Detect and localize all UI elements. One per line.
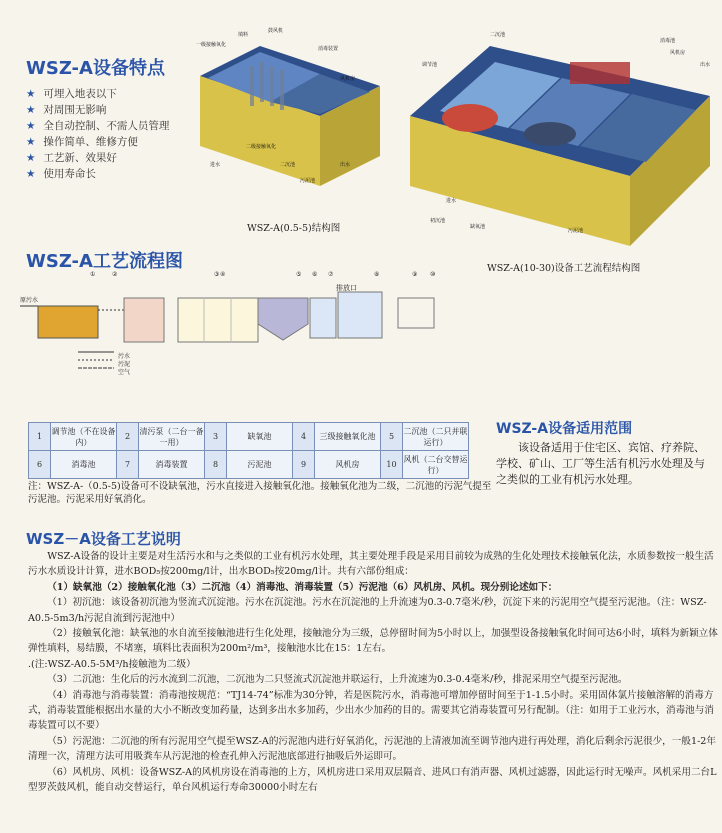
feature-item: ★ 操作简单、维修方便 bbox=[26, 136, 138, 148]
table-cell-name: 风机（二台交替运行） bbox=[403, 451, 469, 479]
diagram-label: 初沉池 bbox=[430, 218, 446, 224]
flow-step-number: ⑨ bbox=[412, 271, 418, 278]
diagram-label: 鼓风机 bbox=[268, 28, 284, 34]
table-cell-name: 清污泵（二台一备一用） bbox=[139, 423, 205, 451]
flow-step-number: ⑦ bbox=[328, 271, 334, 278]
flow-step-number: ③ bbox=[214, 271, 220, 278]
diagram-label: 二沉池 bbox=[280, 162, 296, 168]
table-cell-number: 8 bbox=[205, 451, 227, 479]
diagram-label: 消毒池 bbox=[660, 38, 676, 44]
diagram-label: 污泥池 bbox=[300, 178, 316, 184]
table-cell-number: 5 bbox=[381, 423, 403, 451]
table-cell-number: 10 bbox=[381, 451, 403, 479]
diagram-label: 调节池 bbox=[422, 62, 438, 68]
table-cell-name: 污泥池 bbox=[227, 451, 293, 479]
scope-body: 该设备适用于住宅区、宾馆、疗养院、学校、矿山、工厂等生活有机污水处理及与之类似的工业有机污水处理。 bbox=[496, 441, 705, 486]
star-icon: ★ bbox=[26, 104, 36, 116]
flow-step-number: ⑩ bbox=[430, 271, 436, 278]
legend-sludge: 污泥 bbox=[118, 361, 131, 368]
table-cell-number: 9 bbox=[293, 451, 315, 479]
features-list bbox=[26, 86, 169, 182]
table-cell-number: 7 bbox=[117, 451, 139, 479]
feature-item: ★ 全自动控制、不需人员管理 bbox=[26, 120, 170, 132]
star-icon: ★ bbox=[26, 152, 36, 164]
table-cell-name: 三级接触氧化池 bbox=[315, 423, 381, 451]
paragraph: （3）二沉池：生化后的污水流到二沉池，二沉池为二只竖流式沉淀池并联运行，上升流速为0.3-0.4毫米/秒，排泥采用空气提至污泥池。 bbox=[47, 674, 628, 686]
paragraph: （1）初沉池：该设备初沉池为竖流式沉淀池。污水在沉淀池。污水在沉淀池的上升流速为0.3-0.7毫米/秒，沉淀下来的污泥用空气提至污泥池。（注：WSZ-A0.5-5m3/h污泥自流到污泥池中） bbox=[28, 597, 707, 624]
paragraph: （2）接触氧化池：缺氧池的水自流至接触池进行生化处理，接触池分为三级，总停留时间为5小时以上，加强型设备接触氧化时间可达6小时，填料为新颖立体弹性填料，易结膜，不堵塞，填料比表面积为200m²/m³，接触池水比在15：1左右。 bbox=[28, 628, 718, 655]
flow-step-number: ⑧ bbox=[374, 271, 380, 278]
large-diagram-caption: WSZ-A(10-30)设备工艺流程结构图 bbox=[487, 263, 641, 274]
diagram-label: 污泥池 bbox=[568, 228, 584, 234]
diagram-label: 二沉池 bbox=[490, 32, 506, 38]
flow-step-number: ⑤ bbox=[296, 271, 302, 278]
large-structure-diagram bbox=[400, 6, 718, 256]
feature-item: ★ 使用寿命长 bbox=[26, 168, 96, 180]
table-cell-name: 消毒装置 bbox=[139, 451, 205, 479]
paragraph: （5）污泥池：二沉池的所有污泥用空气提至WSZ-A的污泥池内进行好氧消化，污泥池的上清液加流至调节池内进行再处理，消化后剩余污泥很少，一般1-2年清理一次，清理方法可用吸粪车从污泥池的检查孔伸入污泥池底部进行抽吸后外运即可。 bbox=[28, 735, 717, 763]
table-row bbox=[29, 423, 469, 451]
small-diagram-caption: WSZ-A(0.5-5)结构图 bbox=[247, 223, 341, 234]
component-table bbox=[28, 422, 469, 479]
diagram-label: 二级接触氧化 bbox=[246, 144, 277, 150]
diagram-label: 出水 bbox=[340, 162, 351, 168]
diagram-label: 风机房 bbox=[670, 50, 686, 56]
flow-step-number: ④ bbox=[220, 271, 226, 278]
legend-sewage: 污水 bbox=[118, 353, 131, 360]
feature-item: ★ 工艺新、效果好 bbox=[26, 152, 117, 164]
flow-step-number: ⑥ bbox=[312, 271, 318, 278]
table-cell-number: 2 bbox=[117, 423, 139, 451]
paragraph: .(注:WSZ-A0.5-5M³/h接触池为二级） bbox=[28, 658, 196, 670]
diagram-label: 出水 bbox=[700, 62, 711, 68]
table-cell-name: 缺氧池 bbox=[227, 423, 293, 451]
legend-air: 空气 bbox=[118, 369, 131, 376]
table-cell-number: 3 bbox=[205, 423, 227, 451]
paragraph: （6）风机房、风机：设备WSZ-A的风机房设在消毒池的上方，风机房进口采用双层隔音、进风口有消声器、风机过滤器，因此运行时无噪声。风机采用二台L型罗茨鼓风机，能自动交替运行，单台风机运行寿命30000小时左右 bbox=[28, 766, 717, 794]
features-title: WSZ-A设备特点 bbox=[26, 58, 165, 79]
flow-step-number: ① bbox=[90, 271, 96, 278]
paragraph: （1）缺氧池（2）接触氧化池（3）二沉池（4）消毒池、消毒装置（5）污泥池（6）风机房、风机。现分别论述如下： bbox=[47, 581, 558, 593]
diagram-label: 一级接触氧化 bbox=[196, 42, 227, 48]
star-icon: ★ bbox=[26, 136, 36, 148]
table-cell-name: 风机房 bbox=[315, 451, 381, 479]
paragraph: （4）消毒池与消毒装置：消毒池按规范：“TJ14-74”标准为30分钟，若是医院污水，消毒池可增加停留时间至于1-1.5小时。采用固体氯片接触溶解的消毒方式，消毒装置能根据出水量的大小不断改变加药量，达到多出水多加药，少出水少加药的目的。需要其它消毒装置可另行配制。（注：如用于工业污水，消毒池与消毒装置可以不要） bbox=[28, 689, 714, 732]
star-icon: ★ bbox=[26, 168, 36, 180]
table-cell-name: 消毒池 bbox=[51, 451, 117, 479]
process-description bbox=[28, 549, 718, 796]
table-cell-name: 调节池（不在设备内） bbox=[51, 423, 117, 451]
star-icon: ★ bbox=[26, 88, 36, 100]
diagram-label: 缺氧池 bbox=[470, 224, 486, 230]
table-cell-number: 4 bbox=[293, 423, 315, 451]
diagram-label: 消毒装置 bbox=[318, 46, 339, 52]
inlet-label: 原污水 bbox=[20, 297, 39, 304]
table-cell-number: 6 bbox=[29, 451, 51, 479]
table-row bbox=[29, 451, 469, 479]
diagram-label: 进水 bbox=[210, 162, 221, 168]
diagram-label: 填料 bbox=[238, 32, 249, 38]
process-title: WSZ－A设备工艺说明 bbox=[26, 530, 181, 548]
table-cell-name: 二沉池（二只并联运行） bbox=[403, 423, 469, 451]
diagram-label: 风机房 bbox=[340, 76, 356, 82]
table-note: 注：WSZ-A-（0.5-5)设备可不设缺氧池，污水直接进入接触氧化池。接触氧化池为二级，二沉池的污泥气提至污泥池。污泥采用好氧消化。 bbox=[28, 481, 492, 505]
diagram-label: 进水 bbox=[446, 198, 457, 204]
feature-item: ★ 对周围无影响 bbox=[26, 104, 107, 116]
paragraph: WSZ-A设备的设计主要是对生活污水和与之类似的工业有机污水处理，其主要处理手段是采用目前较为成熟的生化处理技术接触氧化法，水质参数按一般生活污水水质设计计算，进水BOD₅按200mg/l计，出水BOD₅按20mg/l计。共有六部份组成： bbox=[28, 551, 714, 578]
scope-title: WSZ-A设备适用范围 bbox=[496, 421, 633, 437]
feature-item: ★ 可埋入地表以下 bbox=[26, 88, 117, 100]
star-icon: ★ bbox=[26, 120, 36, 132]
small-structure-diagram bbox=[190, 6, 386, 194]
flow-title: WSZ-A工艺流程图 bbox=[26, 251, 183, 272]
process-flow-diagram bbox=[18, 268, 458, 378]
flow-step-number: ② bbox=[112, 271, 118, 278]
table-cell-number: 1 bbox=[29, 423, 51, 451]
outlet-label: 排放口 bbox=[336, 284, 357, 292]
